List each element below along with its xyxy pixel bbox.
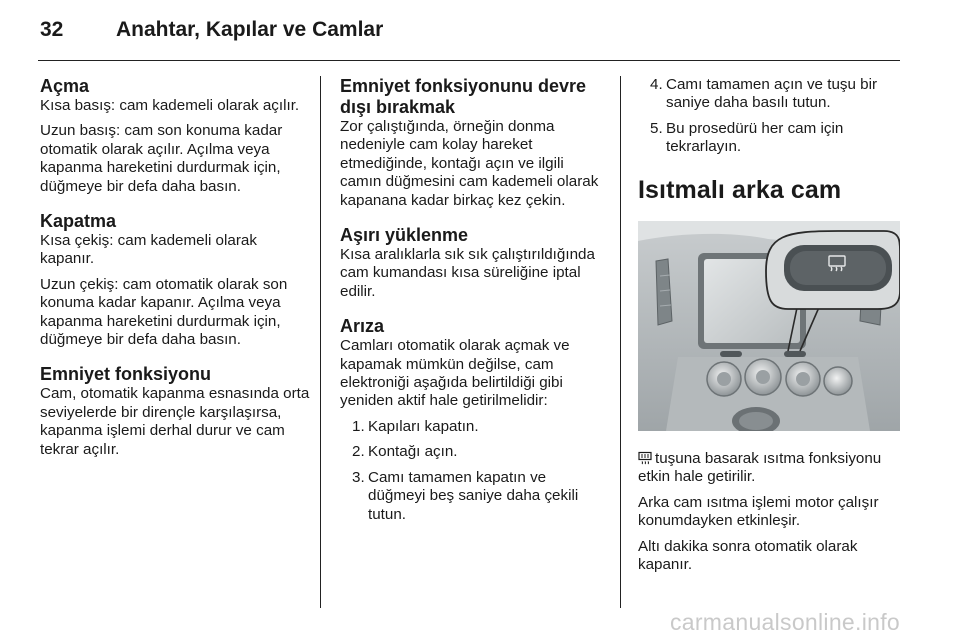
fault-steps-continued [638, 76, 903, 157]
watermark: carmanualsonline.info [669, 609, 900, 635]
paragraph: Zor çalıştığında, örneğin donma nedeniyle cam kolay hareket etmediğinde, kontağı açın ve ilgili camın düğmesini cam kademeli olarak kapanana kadar birkaç kez çekin. [340, 118, 599, 209]
heading-safety: Emniyet fonksiyonu [40, 364, 212, 385]
list-item: 1. Kapıları kapatın. [352, 417, 479, 435]
paragraph: Kısa aralıklarla sık sık çalıştırıldığında cam kumandası kısa süreliğine iptal edilir. [340, 246, 595, 300]
list-item: 4. Camı tamamen açın ve tuşu bir saniye daha basılı tutun. [650, 76, 878, 112]
list-item: 2. Kontağı açın. [352, 443, 458, 461]
paragraph: Uzun çekiş: cam otomatik olarak son konuma kadar kapanır. Açılma veya kapanma hareketini durdurmak için, düğmeye bir defa daha basın. [40, 275, 288, 349]
heated-rear-instruction: tuşuna basarak ısıtma fonksiyonu etkin hale getirilir. [638, 450, 882, 486]
paragraph: Kısa çekiş: cam kademeli olarak kapanır. [40, 232, 257, 268]
chapter-title: Anahtar, Kapılar ve Camlar [116, 18, 384, 41]
rear-defrost-icon [638, 451, 652, 465]
heading-fault: Arıza [340, 316, 385, 337]
paragraph: Cam, otomatik kapanma esnasında orta seviyelerde bir dirençle karşılaşırsa, kapanma işlemi derhal durur ve cam tekrar açılır. [40, 385, 310, 458]
paragraph: Uzun basış: cam son konuma kadar otomatik olarak açılır. Açılma veya kapanma hareketini durdurmak için, düğmeye bir defa daha basın. [40, 122, 283, 195]
heading-opening: Açma [40, 76, 90, 96]
page-header [38, 18, 900, 62]
paragraph: Kısa basış: cam kademeli olarak açılır. [40, 97, 300, 114]
list-item: 3. Camı tamamen kapatın ve düğmeyi beş saniye daha çekili tutun. [352, 468, 579, 523]
heading-disable-safety: Emniyet fonksiyonunu devre dışı bırakmak [340, 76, 587, 117]
heading-closing: Kapatma [40, 211, 117, 232]
page-number: 32 [40, 18, 64, 41]
column-1 [40, 76, 312, 466]
paragraph: Camları otomatik olarak açmak ve kapamak mümkün değilse, cam elektroniği aşağıda belirtildiği gibi yeniden aktif hale getirilmelidir: [340, 337, 570, 410]
fault-steps [340, 418, 606, 524]
column-2 [340, 76, 606, 531]
header-rule [38, 60, 900, 61]
column-divider-2 [620, 76, 621, 608]
paragraph: Altı dakika sonra otomatik olarak kapanır. [638, 537, 858, 574]
heading-overload: Aşırı yüklenme [340, 225, 469, 246]
list-item: 5. Bu prosedürü her cam için tekrarlayın. [650, 119, 844, 156]
column-divider-1 [320, 76, 321, 608]
paragraph: Arka cam ısıtma işlemi motor çalışır konumdayken etkinleşir. [638, 493, 879, 530]
column-3 [638, 76, 903, 581]
heading-heated-rear-window: Isıtmalı arka cam [638, 175, 842, 204]
dashboard-illustration [638, 221, 900, 431]
